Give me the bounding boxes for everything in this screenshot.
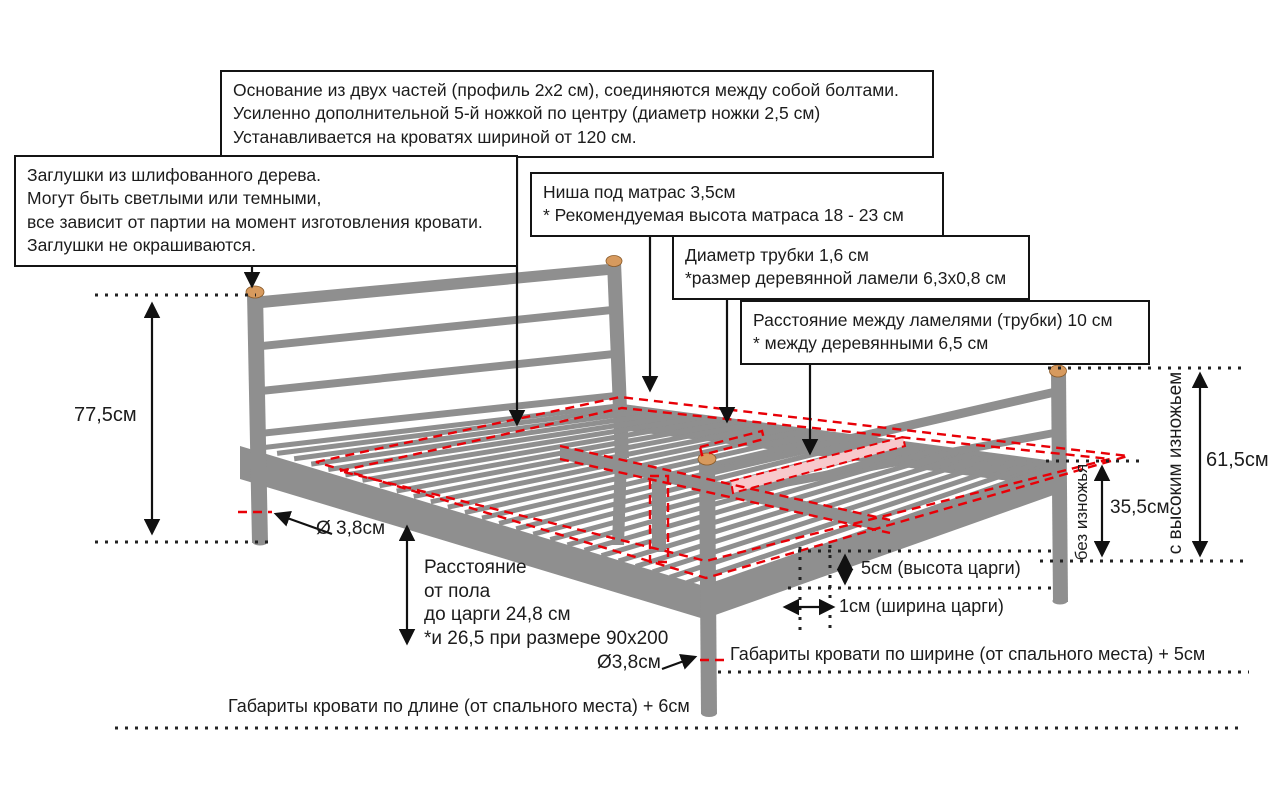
dim-overall-width: Габариты кровати по ширине (от спального места) + 5см xyxy=(730,644,1206,664)
headboard-near-post xyxy=(247,293,268,543)
callout-text-line: Устанавливается на кроватях шириной от 120 см. xyxy=(233,126,637,147)
callout-text-line: Заглушки из шлифованного дерева. xyxy=(27,165,322,185)
dim-leg-diameter-rear: Ø 3,8см xyxy=(316,518,386,539)
headboard-rail-top xyxy=(262,264,608,308)
callout-text-line: * Рекомендуемая высота матраса 18 - 23 см xyxy=(543,205,904,226)
callout-text-line: * между деревянными 6,5 см xyxy=(753,333,989,354)
dim-overall-length: Габариты кровати по длине (от спального места) + 6см xyxy=(228,696,690,716)
front-post-wood-cap xyxy=(698,453,716,465)
dim-footboard-high-value: 61,5см xyxy=(1206,449,1269,471)
callout-text-line: Расстояние между ламелями (трубки) 10 см xyxy=(753,310,1113,330)
callout-base-note xyxy=(220,70,934,158)
callout-text-line: Основание из двух частей (профиль 2х2 см), соединяются между собой болтами. xyxy=(233,80,899,100)
dim-footboard-none-label: без изножья xyxy=(1072,463,1091,561)
dim-footboard-high-label: с высоким изножьем xyxy=(1165,371,1186,555)
center-fifth-leg xyxy=(652,478,666,552)
callout-text-line: *размер деревянной ламели 6,3х0,8 см xyxy=(685,268,1007,289)
front-post xyxy=(699,460,717,714)
dim-leg-diameter-front: Ø3,8см xyxy=(597,652,661,673)
callout-tube-diameter xyxy=(672,235,1030,300)
headboard-far-post-wood-cap xyxy=(606,256,622,267)
dim-footboard-none-value: 35,5см xyxy=(1110,497,1170,518)
callout-text-line: Ниша под матрас 3,5см xyxy=(543,182,736,202)
callout-text-line: Диаметр трубки 1,6 см xyxy=(685,245,869,265)
dim-rail-width: 1см (ширина царги) xyxy=(839,596,1004,616)
callout-mattress-niche xyxy=(530,172,944,237)
callout-caps-note xyxy=(14,155,518,267)
callout-text-line: Усиленно дополнительной 5-й ножкой по центру (диаметр ножки 2,5 см) xyxy=(233,103,821,124)
callout-text-line: Могут быть светлыми или темными, xyxy=(27,188,322,209)
dim-floor-to-rail: Расстояние от пола до царги 24,8 см *и 26,5 при размере 90х200 xyxy=(424,557,669,649)
dim-headboard-height: 77,5см xyxy=(74,404,137,426)
callout-slat-spacing xyxy=(740,300,1150,365)
callout-text-line: Заглушки не окрашиваются. xyxy=(27,235,257,256)
callout-text-line: все зависит от партии на момент изготовления кровати. xyxy=(27,211,483,232)
dim-rail-height: 5см (высота царги) xyxy=(861,558,1021,578)
